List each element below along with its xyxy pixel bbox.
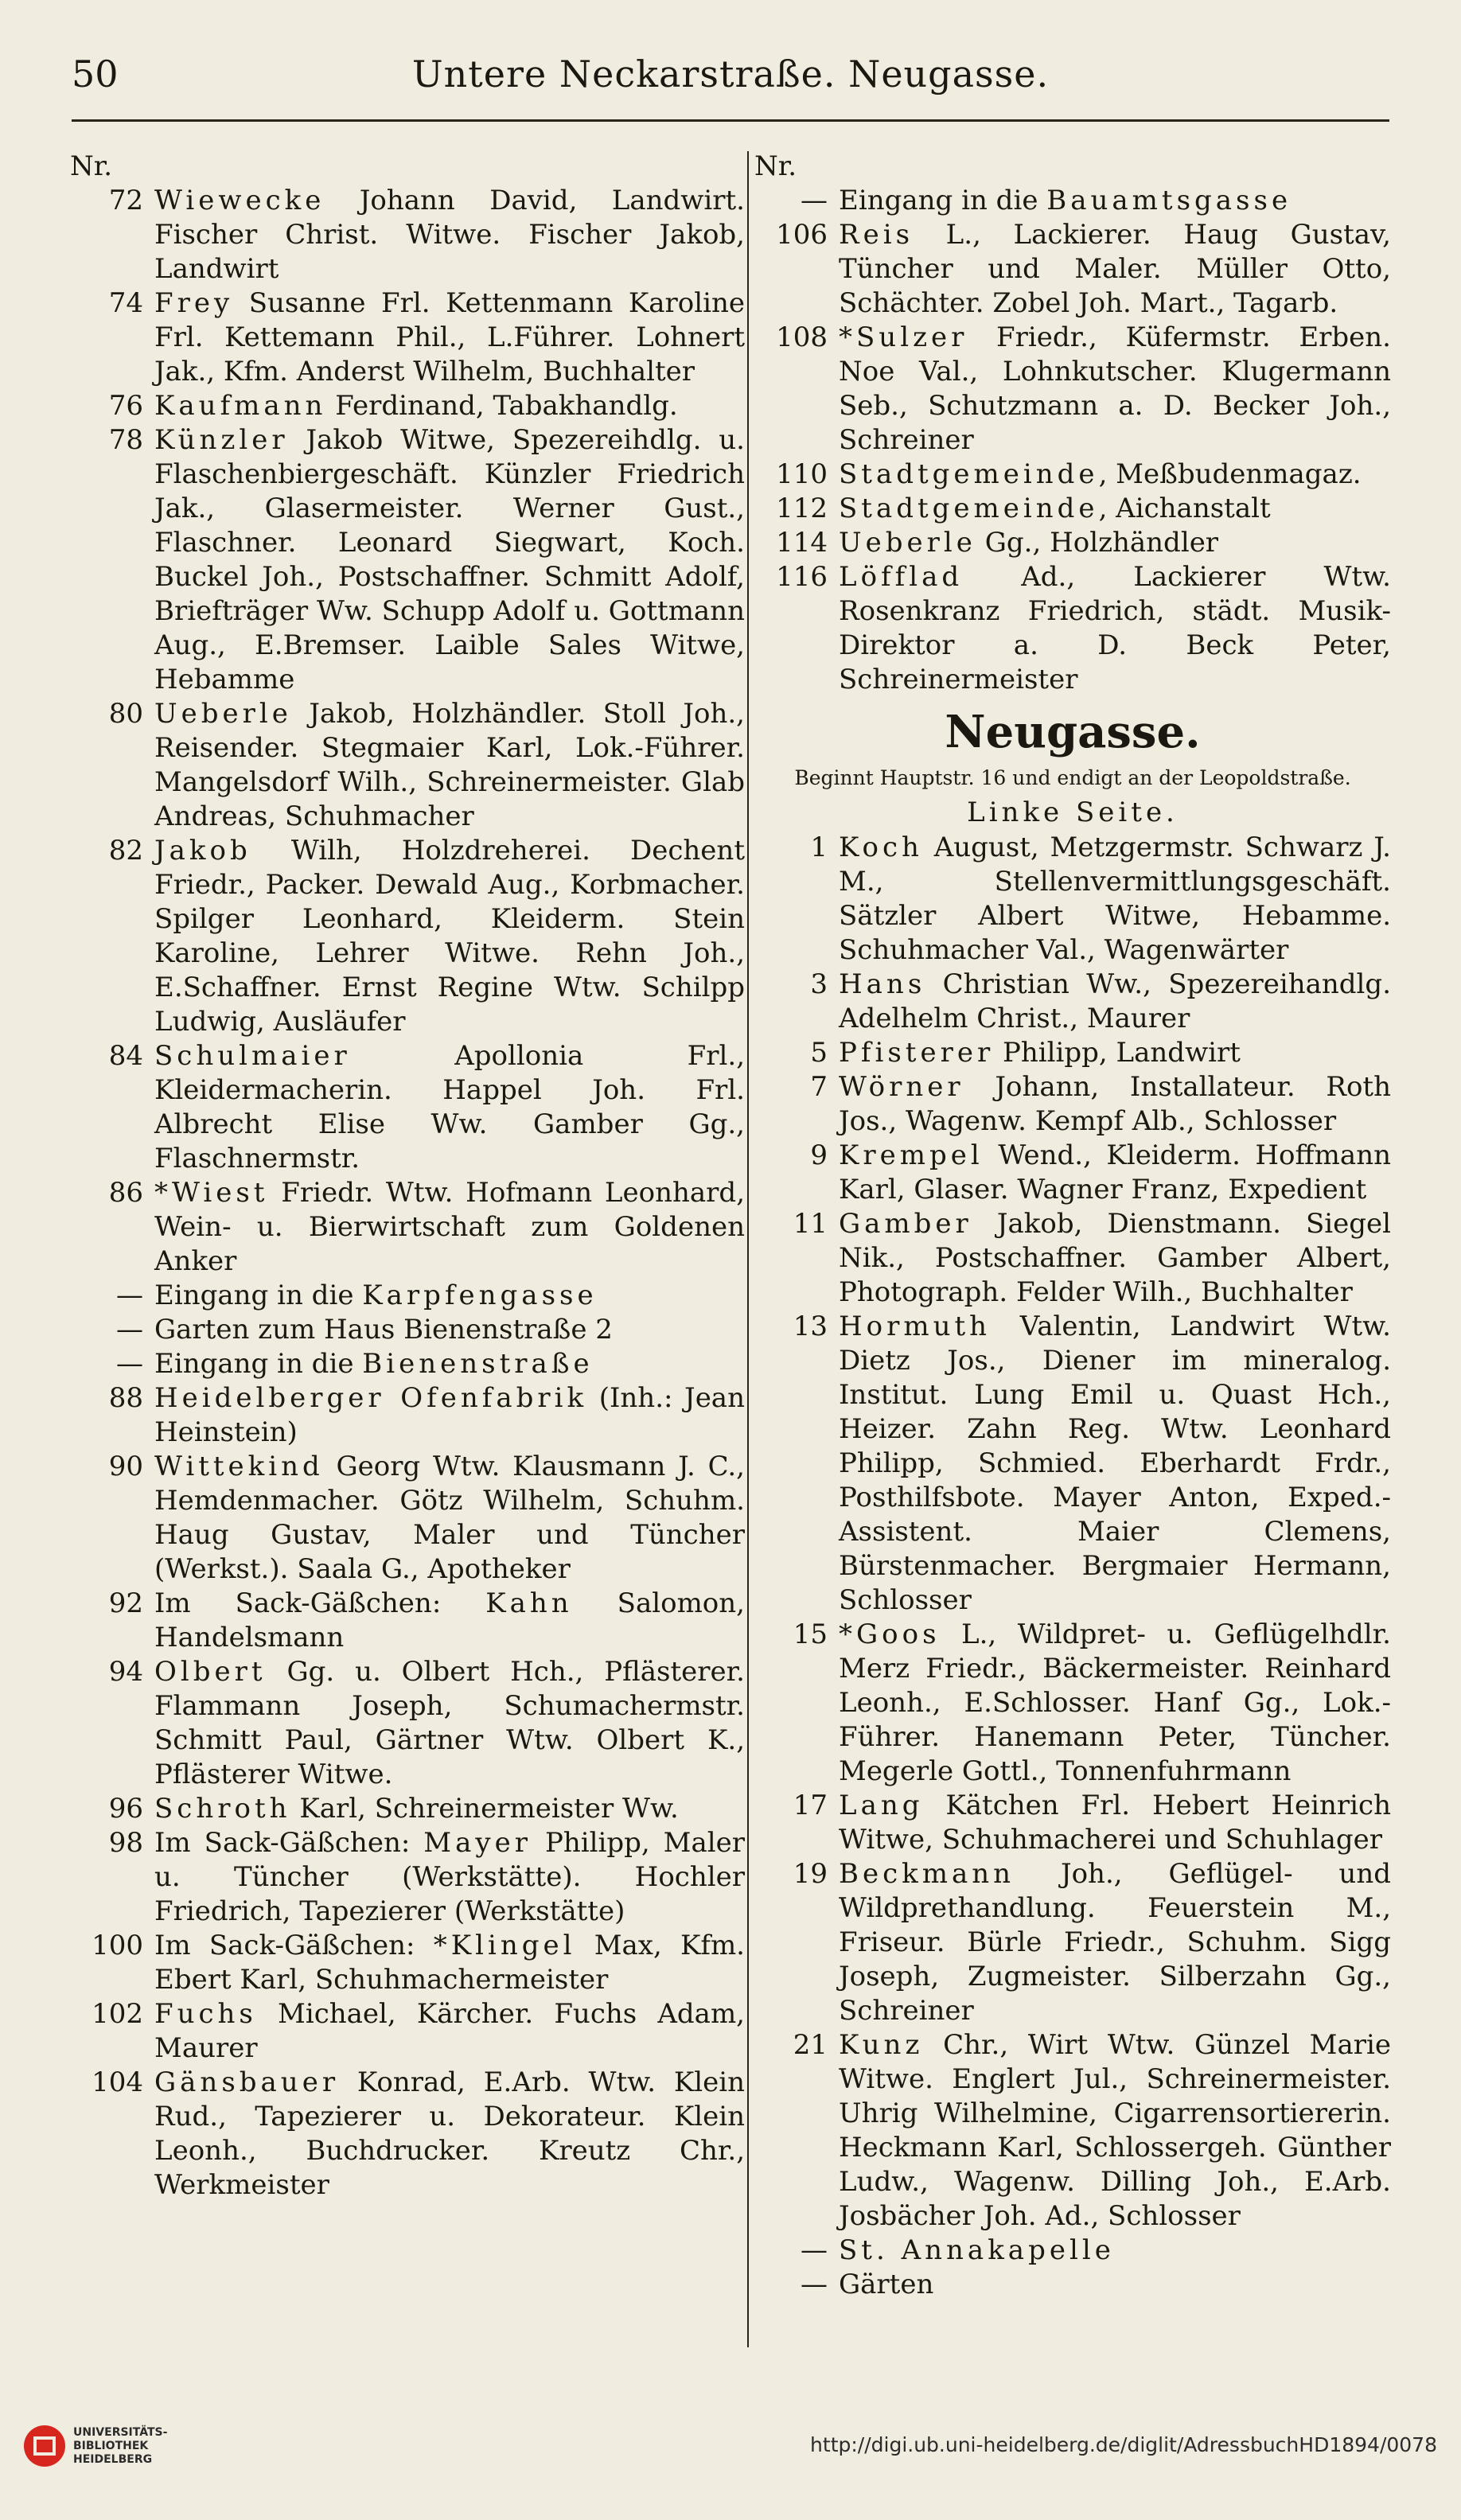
entry-details: Friedr., Küfermstr. Erben. Noe Val., Lohnkutscher. Klugermann Seb., Schutzmann a. D. Becker Joh., Schreiner: [839, 321, 1391, 456]
entry-name: Koch: [839, 832, 923, 863]
house-number: —: [116, 1314, 143, 1346]
address-entry: [70, 697, 745, 834]
resident-text: [839, 218, 1391, 321]
entry-name: *Wiest: [154, 1177, 269, 1209]
resident-text: [839, 968, 1391, 1036]
entry-details: Chr., Wirt Wtw. Günzel Marie Witwe. Englert Jul., Schreinermeister. Uhrig Wilhelmine, Cigarrensortiererin. Heckmann Karl, Schlossergeh. Günther Ludw., Wagenw. Dilling Joh., E.Arb. Josbächer Joh. Ad., Schlosser: [839, 2029, 1391, 2232]
house-number: 106: [776, 219, 828, 251]
page-title: Untere Neckarstraße. Neugasse.: [411, 53, 1050, 95]
entry-name: Bienenstraße: [362, 1348, 594, 1380]
right-entry-list-bottom: [754, 831, 1391, 2302]
entry-details: Johann, Installateur. Roth Jos., Wagenw. Kempf Alb., Schlosser: [839, 1071, 1391, 1137]
entry-name: Stadtgemeinde: [839, 458, 1099, 490]
resident-text: [839, 831, 1391, 968]
entry-name: *Sulzer: [839, 321, 968, 353]
house-number: 5: [810, 1037, 828, 1069]
library-logo: [22, 2424, 167, 2468]
address-entry: [754, 458, 1391, 492]
entry-details: Philipp, Landwirt: [994, 1037, 1241, 1069]
entry-name: Wiewecke: [154, 185, 325, 216]
resident-text: [839, 1618, 1391, 1789]
entry-name: Kaufmann: [154, 390, 327, 422]
address-entry: [754, 1207, 1391, 1310]
resident-text: [839, 526, 1391, 560]
entry-details: Michael, Kärcher. Fuchs Adam, Maurer: [154, 1998, 745, 2064]
entry-name: Pfisterer: [839, 1037, 995, 1069]
house-number: 86: [108, 1177, 143, 1209]
entry-details: L., Lackierer. Haug Gustav, Tüncher und Maler. Müller Otto, Schächter. Zobel Joh. Mart., Tagarb.: [839, 219, 1391, 319]
resident-text: [839, 321, 1391, 458]
address-entry: [70, 1826, 745, 1929]
entry-details: Ferdinand, Tabakhandlg.: [326, 390, 678, 422]
right-entry-list-top: [754, 184, 1391, 697]
house-number: —: [801, 185, 828, 216]
entry-details: Gg. u. Olbert Hch., Pflästerer. Flammann Joseph, Schumachermstr. Schmitt Paul, Gärtner Wtw. Olbert K., Pflästerer Witwe.: [154, 1656, 745, 1790]
entry-details: Joh., Geflügel- und Wildprethandlung. Feuerstein M., Friseur. Bürle Friedr., Schuhm. Sigg Joseph, Zugmeister. Silberzahn Gg., Schreiner: [839, 1858, 1391, 2027]
resident-text: [839, 1310, 1391, 1618]
house-number: 78: [108, 424, 143, 456]
resident-text: [154, 423, 745, 697]
house-number: 96: [108, 1793, 143, 1825]
library-name: UNIVERSITÄTS- BIBLIOTHEK HEIDELBERG: [73, 2425, 168, 2466]
entry-name: Künzler: [154, 424, 289, 456]
entry-name: Kunz: [839, 2029, 924, 2061]
resident-text: [839, 560, 1391, 697]
address-entry: [70, 423, 745, 697]
house-number: 76: [108, 390, 143, 422]
entry-name: Kahn: [485, 1587, 573, 1619]
resident-text: [839, 1789, 1391, 1857]
resident-text: [154, 1655, 745, 1792]
entry-name: Krempel: [839, 1139, 984, 1171]
resident-text: [154, 286, 745, 389]
entry-name: Schulmaier: [154, 1040, 351, 1072]
address-entry: [754, 321, 1391, 458]
entry-details: Wilh, Holzdreherei. Dechent Friedr., Packer. Dewald Aug., Korbmacher. Spilger Leonhard, Kleiderm. Stein Karoline, Lehrer Witwe. Rehn Joh., E.Schaffner. Ernst Regine Wtw. Schilpp Ludwig, Ausläufer: [154, 835, 745, 1038]
address-entry: [70, 1450, 745, 1587]
entry-details: Karl, Schreinermeister Ww.: [290, 1793, 679, 1825]
address-entry: [754, 1310, 1391, 1618]
house-number: 82: [108, 835, 143, 867]
entry-prefix: Im Sack-Gäßchen:: [154, 1930, 434, 1961]
house-number: 90: [108, 1451, 143, 1482]
header-rule: [72, 119, 1389, 122]
resident-text: [154, 1176, 745, 1279]
entry-name: Jakob: [154, 835, 251, 867]
house-number: —: [801, 2269, 828, 2300]
address-entry: [754, 1857, 1391, 2028]
resident-text: [154, 1450, 745, 1587]
resident-text: [839, 1857, 1391, 2028]
resident-text: [154, 697, 745, 834]
address-entry: [754, 560, 1391, 697]
address-entry: [754, 1139, 1391, 1207]
address-entry: [70, 286, 745, 389]
entry-details: L., Wildpret- u. Geflügelhdlr. Merz Friedr., Bäckermeister. Reinhard Leonh., E.Schlosser. Hanf Gg., Lok.-Führer. Hanemann Peter, Tüncher. Megerle Gottl., Tonnenfuhrmann: [839, 1618, 1391, 1787]
entry-details: Kätchen Frl. Hebert Heinrich Witwe, Schuhmacherei und Schuhlager: [839, 1790, 1391, 1856]
entry-details: , Meßbudenmagaz.: [1098, 458, 1362, 490]
house-number: 15: [793, 1618, 828, 1650]
house-number: 92: [108, 1587, 143, 1619]
entry-prefix: Eingang in die: [154, 1348, 363, 1380]
entry-details: Jakob, Dienstmann. Siegel Nik., Postschaffner. Gamber Albert, Photograph. Felder Wilh., Buchhalter: [839, 1208, 1391, 1308]
address-entry: [70, 1381, 745, 1450]
entry-name: St. Annakapelle: [839, 2234, 1115, 2266]
left-column: [70, 150, 745, 2203]
resident-text: [154, 1381, 745, 1450]
house-number: 94: [108, 1656, 143, 1688]
address-entry: [754, 2268, 1391, 2302]
entry-name: Gamber: [839, 1208, 972, 1240]
resident-text: [839, 492, 1391, 526]
house-number: 72: [108, 185, 143, 216]
entry-name: Olbert: [154, 1656, 267, 1688]
entry-details: Georg Wtw. Klausmann J. C., Hemdenmacher. Götz Wilhelm, Schuhm. Haug Gustav, Maler und Tüncher (Werkst.). Saala G., Apotheker: [154, 1451, 745, 1585]
house-number: 19: [793, 1858, 828, 1890]
entry-prefix: Im Sack-Gäßchen:: [154, 1587, 486, 1619]
entry-name: *Klingel: [433, 1930, 576, 1961]
resident-text: [154, 1587, 745, 1655]
house-number: 88: [108, 1382, 143, 1414]
address-entry: [70, 1313, 745, 1347]
house-number: —: [116, 1348, 143, 1380]
entry-details: Philipp, Maler u. Tüncher (Werkstätte). Hochler Friedrich, Tapezierer (Werkstätte): [154, 1827, 745, 1927]
address-entry: [754, 1070, 1391, 1139]
address-entry: [70, 1997, 745, 2066]
house-number: 17: [793, 1790, 828, 1821]
address-entry: [70, 1587, 745, 1655]
house-number: 9: [810, 1139, 828, 1171]
house-number: 110: [776, 458, 828, 490]
entry-details: Ad., Lackierer Wtw. Rosenkranz Friedrich, städt. Musik-Direktor a. D. Beck Peter, Schreinermeister: [839, 561, 1391, 695]
address-entry: [70, 2066, 745, 2203]
address-entry: [754, 184, 1391, 218]
address-entry: [70, 389, 745, 423]
house-number: 80: [108, 698, 143, 730]
entry-details: Konrad, E.Arb. Wtw. Klein Rud., Tapezierer u. Dekorateur. Klein Leonh., Buchdrucker. Kreutz Chr., Werkmeister: [154, 2066, 745, 2201]
resident-text: [839, 2028, 1391, 2234]
address-entry: [70, 1279, 745, 1313]
resident-text: [154, 1792, 745, 1826]
side-heading: Linke Seite.: [967, 797, 1179, 828]
entry-details: Apollonia Frl., Kleidermacherin. Happel Joh. Frl. Albrecht Elise Ww. Gamber Gg., Flaschnermstr.: [154, 1040, 745, 1174]
resident-text: [839, 1207, 1391, 1310]
address-entry: [754, 492, 1391, 526]
resident-text: [154, 1039, 745, 1176]
entry-details: Jakob, Holzhändler. Stoll Joh., Reisender. Stegmaier Karl, Lok.-Führer. Mangelsdorf Wilh., Schreinermeister. Glab Andreas, Schuhmacher: [154, 698, 745, 832]
house-number: 102: [92, 1998, 143, 2030]
entry-details: August, Metzgermstr. Schwarz J. M., Stellenvermittlungsgeschäft. Sätzler Albert Witwe, Hebamme. Schuhmacher Val., Wagenwärter: [839, 832, 1391, 966]
entry-prefix: Im Sack-Gäßchen:: [154, 1827, 424, 1859]
entry-name: Lang: [839, 1790, 924, 1821]
entry-details: Christian Ww., Spezereihandlg. Adelhelm Christ., Maurer: [839, 968, 1391, 1034]
entry-name: Ueberle: [154, 698, 292, 730]
house-number: 112: [776, 493, 828, 524]
address-entry: [70, 1039, 745, 1176]
resident-text: [839, 458, 1391, 492]
address-entry: [70, 184, 745, 286]
entry-details: Gg., Holzhändler: [976, 527, 1219, 559]
entry-name: Karpfengasse: [362, 1279, 598, 1311]
entry-details: Susanne Frl. Kettenmann Karoline Frl. Kettemann Phil., L.Führer. Lohnert Jak., Kfm. Anderst Wilhelm, Buchhalter: [154, 287, 745, 388]
entry-name: Heidelberger Ofenfabrik: [154, 1382, 588, 1414]
resident-text: [154, 834, 745, 1039]
section-subtitle: Beginnt Hauptstr. 16 und endigt an der Leopoldstraße.: [794, 766, 1351, 789]
entry-details: Max, Kfm. Ebert Karl, Schuhmachermeister: [154, 1930, 745, 1996]
entry-details: Wend., Kleiderm. Hoffmann Karl, Glaser. Wagner Franz, Expedient: [839, 1139, 1391, 1205]
house-number: 108: [776, 321, 828, 353]
resident-text: [154, 1997, 745, 2066]
entry-name: Mayer: [423, 1827, 532, 1859]
address-entry: [70, 1655, 745, 1792]
house-number: 13: [793, 1311, 828, 1342]
address-entry: [70, 834, 745, 1039]
resident-text: [154, 184, 745, 286]
entry-name: Gänsbauer: [154, 2066, 340, 2098]
entry-details: , Aichanstalt: [1098, 493, 1271, 524]
address-entry: [754, 526, 1391, 560]
column-head-nr: Nr.: [754, 150, 797, 182]
page-header: [72, 53, 1389, 103]
left-entry-list: [70, 184, 745, 2203]
address-entry: [754, 968, 1391, 1036]
resident-text: [154, 389, 745, 423]
house-number: —: [116, 1279, 143, 1311]
section-title: Neugasse.: [945, 706, 1201, 758]
right-column: [754, 150, 1391, 2302]
entry-prefix: Eingang in die: [839, 185, 1047, 216]
entry-details: Garten zum Haus Bienenstraße 2: [154, 1314, 613, 1346]
entry-prefix: Eingang in die: [154, 1279, 363, 1311]
resident-text: [839, 1070, 1391, 1139]
house-number: 84: [108, 1040, 143, 1072]
entry-name: Fuchs: [154, 1998, 257, 2030]
address-entry: [70, 1929, 745, 1997]
entry-details: Johann David, Landwirt. Fischer Christ. Witwe. Fischer Jakob, Landwirt: [154, 185, 745, 285]
entry-name: Beckmann: [839, 1858, 1015, 1890]
house-number: 116: [776, 561, 828, 593]
address-entry: [754, 218, 1391, 321]
address-entry: [754, 2028, 1391, 2234]
house-number: 11: [793, 1208, 828, 1240]
resident-text: [154, 2066, 745, 2203]
entry-name: Stadtgemeinde: [839, 493, 1099, 524]
address-entry: [754, 1789, 1391, 1857]
entry-name: *Goos: [839, 1618, 941, 1650]
resident-text: [839, 1036, 1391, 1070]
entry-details: (Inh.: Jean Heinstein): [154, 1382, 745, 1448]
column-divider: [747, 151, 749, 2347]
resident-text: [154, 1347, 745, 1381]
resident-text: [154, 1279, 745, 1313]
house-number: 7: [810, 1071, 828, 1103]
entry-name: Wittekind: [154, 1451, 324, 1482]
resident-text: [154, 1929, 745, 1997]
address-entry: [70, 1347, 745, 1381]
resident-text: [839, 1139, 1391, 1207]
address-entry: [754, 831, 1391, 968]
entry-name: Ueberle: [839, 527, 976, 559]
house-number: 1: [810, 832, 828, 863]
entry-details: Valentin, Landwirt Wtw. Dietz Jos., Diener im mineralog. Institut. Lung Emil u. Quast Hch., Heizer. Zahn Reg. Wtw. Leonhard Philipp, Schmied. Eberhardt Frdr., Posthilfsbote. Mayer Anton, Exped.-Assistent. Maier Clemens, Bürstenmacher. Bergmaier Hermann, Schlosser: [839, 1311, 1391, 1616]
page-number: 50: [72, 53, 119, 95]
house-number: 21: [793, 2029, 828, 2061]
entry-name: Löfflad: [839, 561, 964, 593]
resident-text: [154, 1313, 745, 1347]
house-number: 104: [92, 2066, 143, 2098]
resident-text: [154, 1826, 745, 1929]
entry-name: Hans: [839, 968, 926, 1000]
resident-text: [839, 2234, 1391, 2268]
source-url[interactable]: http://digi.ub.uni-heidelberg.de/diglit/AdressbuchHD1894/0078: [810, 2433, 1437, 2456]
house-number: 3: [810, 968, 828, 1000]
entry-name: Hormuth: [839, 1311, 992, 1342]
address-entry: [70, 1792, 745, 1826]
entry-details: Friedr. Wtw. Hofmann Leonhard, Wein- u. Bierwirtschaft zum Goldenen Anker: [154, 1177, 745, 1277]
address-entry: [754, 2234, 1391, 2268]
address-entry: [754, 1036, 1391, 1070]
house-number: 98: [108, 1827, 143, 1859]
address-entry: [70, 1176, 745, 1279]
entry-name: Frey: [154, 287, 234, 319]
entry-name: Wörner: [839, 1071, 964, 1103]
house-number: 100: [92, 1930, 143, 1961]
entry-name: Schroth: [154, 1793, 291, 1825]
address-entry: [754, 1618, 1391, 1789]
entry-details: Salomon, Handelsmann: [154, 1587, 745, 1653]
entry-details: Gärten: [839, 2269, 934, 2300]
house-number: —: [801, 2234, 828, 2266]
resident-text: [839, 184, 1391, 218]
house-number: 74: [108, 287, 143, 319]
university-seal-icon: [22, 2424, 67, 2468]
entry-name: Bauamtsgasse: [1046, 185, 1292, 216]
column-head-nr: Nr.: [70, 150, 113, 182]
house-number: 114: [776, 527, 828, 559]
entry-name: Reis: [839, 219, 914, 251]
resident-text: [839, 2268, 1391, 2302]
entry-details: Jakob Witwe, Spezereihdlg. u. Flaschenbiergeschäft. Künzler Friedrich Jak., Glasermeister. Werner Gust., Flaschner. Leonard Siegwart, Koch. Buckel Joh., Postschaffner. Schmitt Adolf, Briefträger Ww. Schupp Adolf u. Gottmann Aug., E.Bremser. Laible Sales Witwe, Hebamme: [154, 424, 745, 695]
